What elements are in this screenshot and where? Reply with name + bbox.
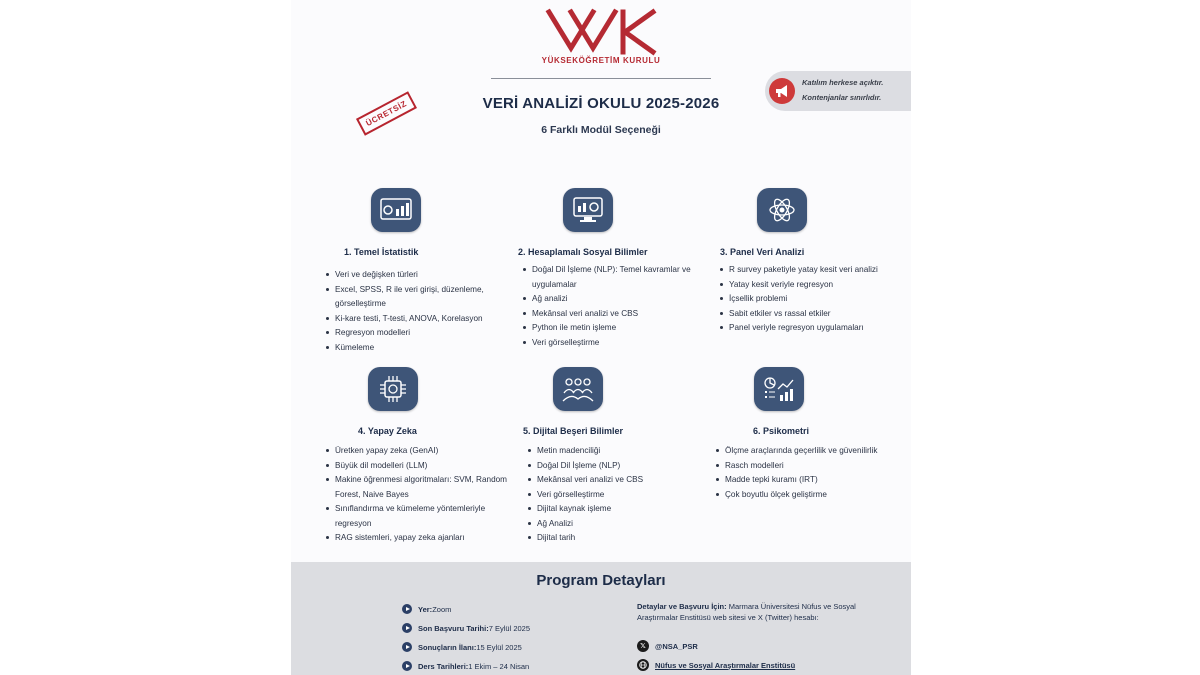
detail-course-dates: Ders Tarihleri: 1 Ekim – 24 Nisan bbox=[402, 661, 529, 671]
module-panel-veri-analizi bbox=[720, 188, 910, 336]
list-item: Ki-kare testi, T-testi, ANOVA, Korelasyon bbox=[326, 312, 516, 327]
notice-line-2: Kontenjanlar sınırlıdır. bbox=[802, 93, 882, 102]
list-item: Çok boyutlu ölçek geliştirme bbox=[716, 488, 906, 503]
play-bullet-icon bbox=[402, 604, 412, 614]
twitter-link[interactable]: 𝕏 @NSA_PSR bbox=[637, 640, 698, 652]
list-item: Madde tepki kuramı (IRT) bbox=[716, 473, 906, 488]
list-item: Büyük dil modelleri (LLM) bbox=[326, 459, 516, 474]
module-title: 5. Dijital Beşeri Bilimler bbox=[523, 426, 624, 436]
list-item: R survey paketiyle yatay kesit veri analizi bbox=[720, 263, 910, 278]
list-item: Ağ analizi bbox=[523, 292, 713, 307]
detail-deadline: Son Başvuru Tarihi: 7 Eylül 2025 bbox=[402, 623, 530, 633]
module-psikometri bbox=[716, 367, 906, 502]
list-item: RAG sistemleri, yapay zeka ajanları bbox=[326, 531, 516, 546]
module-title: 6. Psikometri bbox=[753, 426, 810, 436]
website-link[interactable]: Nüfus ve Sosyal Araştırmalar Enstitüsü bbox=[637, 659, 795, 671]
statistics-dashboard-icon bbox=[371, 188, 421, 232]
page-subtitle: 6 Farklı Modül Seçeneği bbox=[541, 124, 661, 136]
free-stamp: ÜCRETSİZ bbox=[356, 91, 417, 135]
list-item: Mekânsal veri analizi ve CBS bbox=[523, 307, 713, 322]
list-item: Python ile metin işleme bbox=[523, 321, 713, 336]
poster bbox=[291, 0, 911, 675]
list-item: Üretken yapay zeka (GenAI) bbox=[326, 444, 516, 459]
computer-analytics-icon bbox=[563, 188, 613, 232]
yok-logo-mark-icon bbox=[541, 8, 661, 56]
list-item: Dijital tarih bbox=[528, 531, 718, 546]
notice-banner bbox=[765, 71, 911, 111]
list-item: Yatay kesit veriyle regresyon bbox=[720, 278, 910, 293]
list-item: Metin madenciliği bbox=[528, 444, 718, 459]
list-item: Veri görselleştirme bbox=[523, 336, 713, 351]
list-item: İçsellik problemi bbox=[720, 292, 910, 307]
page-title: VERİ ANALİZİ OKULU 2025-2026 bbox=[482, 95, 720, 112]
ai-chip-icon bbox=[368, 367, 418, 411]
play-bullet-icon bbox=[402, 661, 412, 671]
module-title: 3. Panel Veri Analizi bbox=[720, 247, 805, 257]
module-topics bbox=[528, 444, 718, 546]
list-item: Kümeleme bbox=[326, 341, 516, 356]
play-bullet-icon bbox=[402, 642, 412, 652]
program-details-section bbox=[291, 562, 911, 675]
list-item: Makine öğrenmesi algoritmaları: SVM, Random Forest, Naive Bayes bbox=[326, 473, 516, 502]
list-item: Dijital kaynak işleme bbox=[528, 502, 718, 517]
header-divider bbox=[491, 78, 711, 79]
list-item: Doğal Dil İşleme (NLP): Temel kavramlar ve uygulamalar bbox=[523, 263, 713, 292]
list-item: Panel veriyle regresyon uygulamaları bbox=[720, 321, 910, 336]
list-item: Veri ve değişken türleri bbox=[326, 268, 516, 283]
module-title: 1. Temel İstatistik bbox=[344, 247, 419, 257]
chart-checklist-icon bbox=[754, 367, 804, 411]
detail-results: Sonuçların İlanı: 15 Eylül 2025 bbox=[402, 642, 522, 652]
list-item: Ölçme araçlarında geçerlilik ve güvenilirlik bbox=[716, 444, 906, 459]
list-item: Excel, SPSS, R ile veri girişi, düzenleme, görselleştirme bbox=[326, 283, 516, 312]
module-topics bbox=[523, 263, 713, 350]
notice-line-1: Katılım herkese açıktır. bbox=[802, 78, 884, 87]
megaphone-icon bbox=[769, 78, 795, 104]
people-group-icon bbox=[553, 367, 603, 411]
list-item: Sabit etkiler vs rassal etkiler bbox=[720, 307, 910, 322]
module-title: 2. Hesaplamalı Sosyal Bilimler bbox=[518, 247, 648, 257]
list-item: Veri görselleştirme bbox=[528, 488, 718, 503]
module-topics bbox=[720, 263, 910, 336]
module-topics bbox=[326, 268, 516, 355]
x-twitter-icon: 𝕏 bbox=[637, 640, 649, 652]
module-temel-istatistik bbox=[326, 188, 516, 355]
list-item: Regresyon modelleri bbox=[326, 326, 516, 341]
apply-info: Detaylar ve Başvuru İçin: Marmara Üniversitesi Nüfus ve Sosyal Araştırmalar Enstitüsü web sitesi ve X (Twitter) hesabı: bbox=[637, 602, 856, 622]
module-title: 4. Yapay Zeka bbox=[358, 426, 417, 436]
globe-icon bbox=[637, 659, 649, 671]
yok-logo bbox=[291, 8, 911, 58]
logo-text: YÜKSEKÖĞRETİM KURULU bbox=[541, 56, 661, 65]
detail-location: Yer: Zoom bbox=[402, 604, 451, 614]
list-item: Sınıflandırma ve kümeleme yöntemleriyle regresyon bbox=[326, 502, 516, 531]
list-item: Ağ Analizi bbox=[528, 517, 718, 532]
atom-icon bbox=[757, 188, 807, 232]
list-item: Mekânsal veri analizi ve CBS bbox=[528, 473, 718, 488]
module-dijital-beseri-bilimler bbox=[523, 367, 718, 546]
program-details-title: Program Detayları bbox=[536, 572, 666, 589]
module-yapay-zeka bbox=[326, 367, 516, 546]
list-item: Doğal Dil İşleme (NLP) bbox=[528, 459, 718, 474]
list-item: Rasch modelleri bbox=[716, 459, 906, 474]
module-hesaplamali-sosyal-bilimler bbox=[518, 188, 713, 350]
play-bullet-icon bbox=[402, 623, 412, 633]
module-topics bbox=[326, 444, 516, 546]
module-topics bbox=[716, 444, 906, 502]
